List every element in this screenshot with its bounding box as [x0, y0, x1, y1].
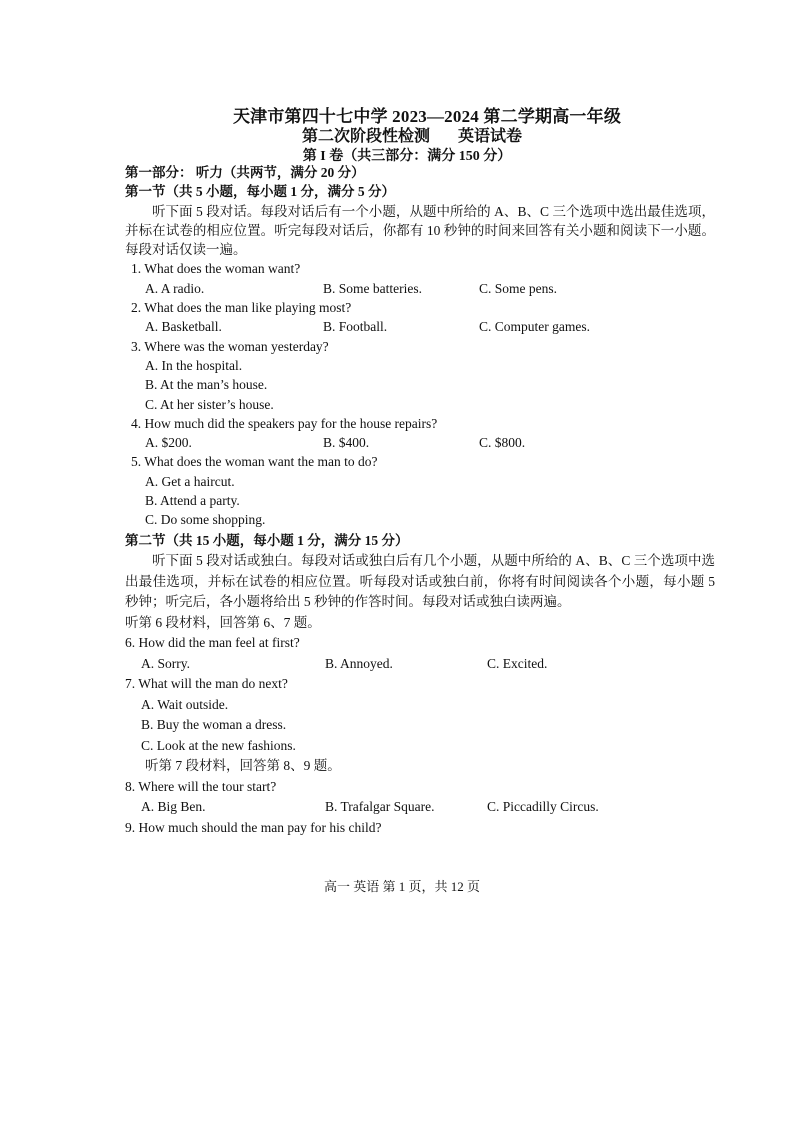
question-stem: 5. What does the woman want the man to do?	[131, 454, 378, 470]
question-options	[125, 317, 715, 336]
exam-body	[125, 163, 715, 838]
section2	[125, 531, 715, 839]
question-stem: 9. How much should the man pay for his child?	[125, 819, 382, 835]
page-footer: 高一 英语 第 1 页，共 12 页	[323, 879, 480, 894]
exam-title: 天津市第四十七中学 2023—2024 第二学期高一年级	[232, 107, 622, 126]
section2-instructions: 听下面 5 段对话或独白。每段对话或独白后有几个小题，从题中所给的 A、B、C 三个选项中选出最佳选项，并标在试卷的相应位置。听每段对话或独白前，你将有时间阅读各个小题，每小题 5 秒钟；听完后，各小题将给出 5 秒钟的作答时间。每段对话或独白读两遍。	[125, 553, 715, 610]
option-c: C. Do some shopping.	[145, 512, 266, 528]
question-stem: 6. How did the man feel at first?	[125, 635, 300, 651]
option-b: B. Attend a party.	[145, 493, 240, 509]
option-b: B. Football.	[323, 319, 388, 335]
option-c: C. At her sister’s house.	[145, 396, 274, 412]
material-6-note: 听第 6 段材料，回答第 6、7 题。	[125, 614, 321, 630]
option-a: A. $200.	[145, 435, 192, 451]
exam-subject-label: 英语试卷	[458, 128, 523, 145]
option-c: C. Some pens.	[479, 280, 558, 296]
option-a: A. Basketball.	[145, 319, 222, 335]
exam-subtitle	[30, 127, 794, 147]
option-b: B. Buy the woman a dress.	[141, 717, 287, 733]
question-stem: 1. What does the woman want?	[131, 261, 301, 277]
volume-label: 第 I 卷（共三部分：满分 150 分）	[302, 149, 512, 164]
option-c: C. Computer games.	[479, 319, 590, 335]
question-options	[125, 797, 715, 818]
question-stem: 7. What will the man do next?	[125, 676, 288, 692]
option-c: C. Piccadilly Circus.	[487, 799, 599, 815]
question-stem: 3. Where was the woman yesterday?	[131, 338, 329, 354]
part1-heading: 第一部分： 听力（共两节，满分 20 分）	[125, 165, 365, 180]
question-options	[125, 279, 715, 298]
option-c: C. $800.	[479, 435, 526, 451]
option-b: B. Annoyed.	[325, 655, 393, 671]
material-7-note: 听第 7 段材料，回答第 8、9 题。	[145, 758, 341, 774]
question-stem: 4. How much did the speakers pay for the house repairs?	[131, 415, 438, 431]
question-stem: 2. What does the man like playing most?	[131, 300, 352, 316]
option-b: B. $400.	[323, 435, 370, 451]
option-a: A. Wait outside.	[141, 696, 229, 712]
option-c: C. Look at the new fashions.	[141, 737, 296, 753]
section2-heading: 第二节（共 15 小题，每小题 1 分，满分 15 分）	[125, 532, 409, 548]
option-b: B. Some batteries.	[323, 280, 422, 296]
question-stem: 8. Where will the tour start?	[125, 778, 277, 794]
option-b: B. Trafalgar Square.	[325, 799, 435, 815]
option-a: A. A radio.	[145, 280, 205, 296]
option-a: A. Big Ben.	[141, 799, 206, 815]
exam-header	[0, 106, 794, 166]
option-c: C. Excited.	[487, 655, 548, 671]
option-a: A. Get a haircut.	[145, 473, 235, 489]
section1-instructions: 听下面 5 段对话。每段对话后有一个小题，从题中所给的 A、B、C 三个选项中选出最佳选项，并标在试卷的相应位置。听完每段对话后，你都有 10 秒钟的时间来回答有关小题和阅读下一小题。每段对话仅读一遍。	[125, 203, 715, 258]
section1-heading: 第一节（共 5 小题，每小题 1 分，满分 5 分）	[125, 184, 395, 200]
question-options	[125, 433, 715, 452]
question-options	[125, 654, 715, 675]
exam-stage-label: 第二次阶段性检测	[301, 128, 430, 145]
option-a: A. In the hospital.	[145, 357, 243, 373]
option-b: B. At the man’s house.	[145, 377, 268, 393]
option-a: A. Sorry.	[141, 655, 190, 671]
